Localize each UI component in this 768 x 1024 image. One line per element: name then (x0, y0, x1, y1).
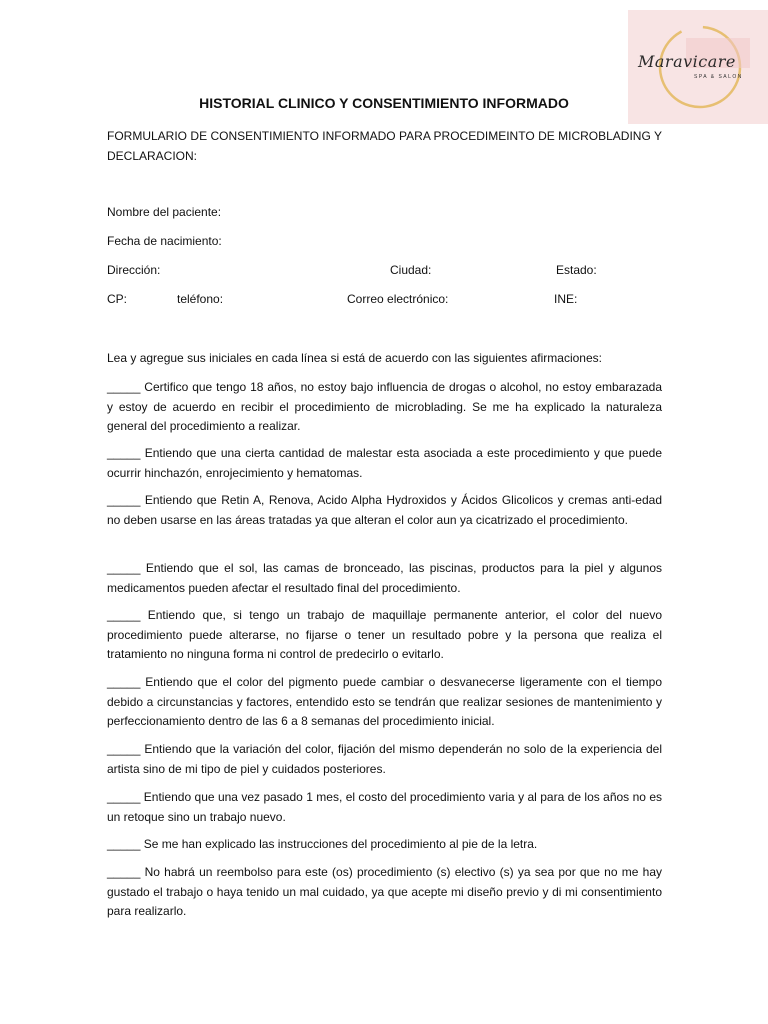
statement-3: _____ Entiendo que Retin A, Renova, Acido Alpha Hydroxidos y Ácidos Glicolicos y cremas anti-edad no deben usarse en las áreas tratadas ya que alteran el color aun ya cicatrizado el procedimiento. (107, 493, 662, 527)
logo-script-text: Maravicare (638, 52, 736, 71)
field-phone-label: teléfono: (177, 292, 224, 306)
document-subtitle: FORMULARIO DE CONSENTIMIENTO INFORMADO PARA PROCEDIMEINTO DE MICROBLADING Y DECLARACION: (107, 129, 662, 163)
statement-9: _____ Se me han explicado las instrucciones del procedimiento al pie de la letra. (107, 837, 538, 851)
statement-7: _____ Entiendo que la variación del color, fijación del mismo dependerán no solo de la experiencia del artista sino de mi tipo de piel y cuidados posteriores. (107, 742, 662, 776)
instructions-text: Lea y agregue sus iniciales en cada línea si está de acuerdo con las siguientes afirmaciones: (107, 351, 602, 365)
logo-sub-text: SPA & SALON (694, 74, 743, 80)
field-state-label: Estado: (556, 263, 597, 277)
field-zip-label: CP: (107, 292, 128, 306)
statement-1: _____ Certifico que tengo 18 años, no estoy bajo influencia de drogas o alcohol, no estoy embarazada y estoy de acuerdo en recibir el procedimiento de microblading. Se me ha explicado la naturaleza general del procedimiento a realizar. (107, 380, 662, 433)
field-address-label: Dirección: (107, 263, 161, 277)
field-birth-date-label: Fecha de nacimiento: (107, 234, 222, 248)
statement-5: _____ Entiendo que, si tengo un trabajo de maquillaje permanente anterior, el color del nuevo procedimiento puede alterarse, no fijarse o tener un resultado pobre y la persona que realiza el tratamiento no ninguna forma ni control de predecirlo o evitarlo. (107, 608, 662, 661)
field-patient-name-label: Nombre del paciente: (107, 205, 222, 219)
field-ine-label: INE: (554, 292, 578, 306)
statement-8: _____ Entiendo que una vez pasado 1 mes, el costo del procedimiento varia y al para de los años no es un retoque sino un trabajo nuevo. (107, 790, 662, 824)
statement-10: _____ No habrá un reembolso para este (os) procedimiento (s) electivo (s) ya sea por que no me hay gustado el trabajo o haya tenido un mal cuidado, ya que acepte mi diseño previo y di mi consentimiento para realizarlo. (107, 865, 662, 918)
statement-4: _____ Entiendo que el sol, las camas de bronceado, las piscinas, productos para la piel y algunos medicamentos pueden afectar el resultado final del procedimiento. (107, 561, 662, 595)
document-title: HISTORIAL CLINICO Y CONSENTIMIENTO INFORMADO (199, 95, 569, 111)
statement-2: _____ Entiendo que una cierta cantidad de malestar esta asociada a este procedimiento y que puede ocurrir hinchazón, enrojecimiento y hematomas. (107, 446, 662, 480)
field-city-label: Ciudad: (390, 263, 432, 277)
field-email-label: Correo electrónico: (347, 292, 449, 306)
statement-6: _____ Entiendo que el color del pigmento puede cambiar o desvanecerse ligeramente con el tiempo debido a circunstancias y factores, entendido esto se tendrán que realizar sesiones de mantenimiento y perfeccionamiento dentro de las 6 a 8 semanas del procedimiento inicial. (107, 675, 662, 728)
